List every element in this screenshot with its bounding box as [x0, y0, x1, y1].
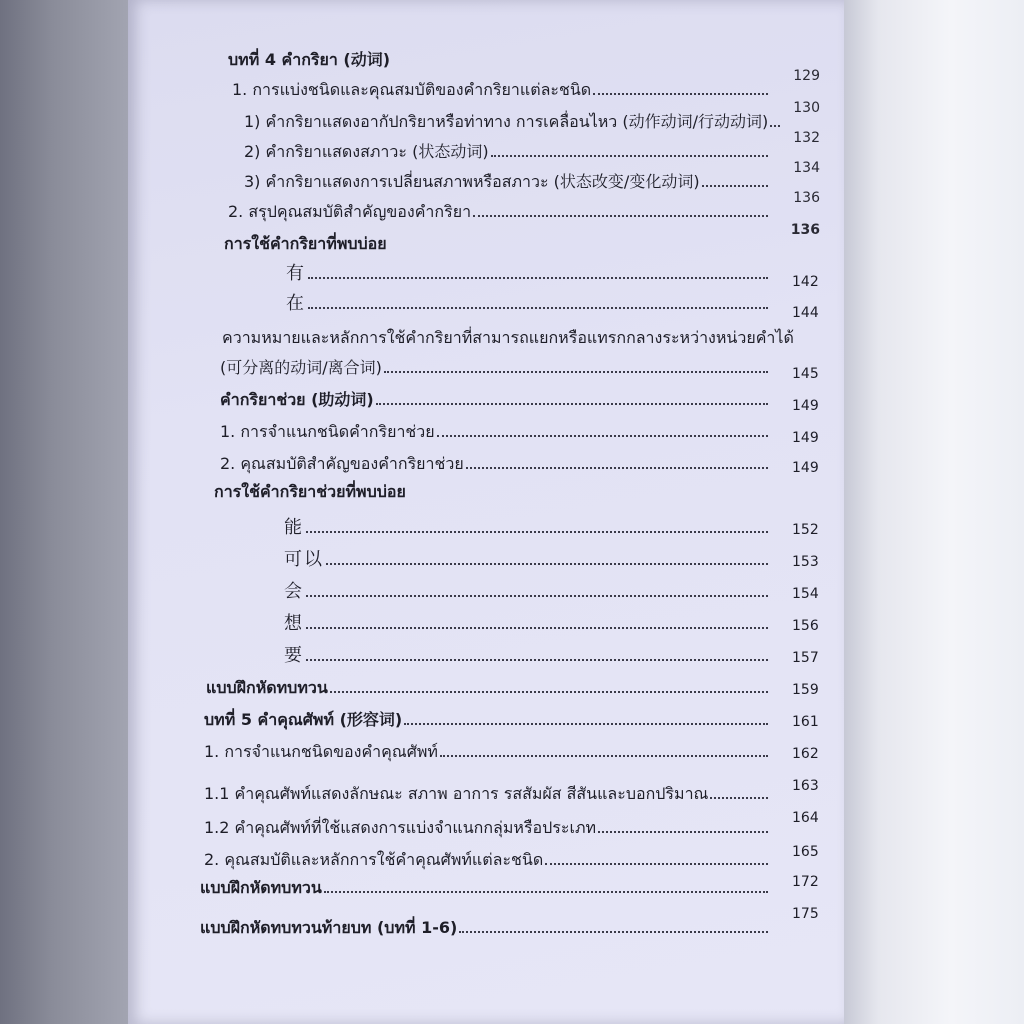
- leader-dots: [404, 723, 768, 725]
- leader-dots: [326, 563, 768, 565]
- toc-entry-label: 2. สรุปคุณสมบัติสำคัญของคำกริยา: [228, 202, 472, 221]
- toc-section-heading: [200, 906, 768, 938]
- toc-entry-label: การใช้คำกริยาที่พบบ่อย: [224, 234, 387, 253]
- toc-entry-label: 想: [284, 613, 304, 634]
- leader-dots: [710, 797, 768, 799]
- toc-entry-label: 1.2 คำคุณศัพท์ที่ใช้แสดงการแบ่งจำแนกกลุ่มหรือประเภท: [204, 818, 597, 837]
- toc-entry-label: 会: [284, 581, 304, 602]
- toc-entry-label: 2. คุณสมบัติและหลักการใช้คำคุณศัพท์แต่ละชนิด: [204, 850, 544, 869]
- page-number: 136: [790, 222, 820, 238]
- toc-entry-label: แบบฝึกหัดทบทวนท้ายบท (บทที่ 1-6): [200, 918, 458, 937]
- leader-dots: [308, 307, 768, 309]
- toc-entry-label: 可以: [284, 549, 324, 570]
- leader-dots: [306, 531, 768, 533]
- page-number: 129: [793, 68, 820, 84]
- toc-section-heading: [224, 222, 820, 254]
- page-number: 149: [792, 460, 819, 476]
- page-number: 134: [793, 160, 820, 176]
- leader-dots: [545, 863, 768, 865]
- page-number: 144: [792, 305, 819, 321]
- toc-entry-label: 1. การจำแนกชนิดของคำคุณศัพท์: [204, 742, 438, 761]
- toc-entry-label: 2) คำกริยาแสดงสภาวะ (状态动词): [244, 142, 489, 161]
- page-number: 165: [792, 844, 819, 860]
- toc-entry: [284, 506, 768, 538]
- page-number: 132: [793, 130, 820, 146]
- toc-entry-label: 能: [284, 517, 304, 538]
- toc-entry-label: บทที่ 5 คำคุณศัพท์ (形容词): [204, 710, 403, 729]
- leader-dots: [376, 403, 768, 405]
- toc-entry-label: 1) คำกริยาแสดงอากัปกริยาหรือท่าทาง การเคลื่อนไหว (动作动词/行动动词): [244, 112, 769, 131]
- toc-entry-label: 1. การจำแนกชนิดคำกริยาช่วย: [220, 422, 435, 441]
- page-number: 175: [792, 906, 819, 922]
- adjacent-page-edge: [842, 0, 1024, 1024]
- leader-dots: [702, 185, 768, 187]
- toc-entry: [220, 346, 768, 378]
- page-number: 153: [792, 554, 819, 570]
- toc-entry-chapter-4: [228, 38, 768, 70]
- page-number: 161: [792, 714, 819, 730]
- toc-entry-label: แบบฝึกหัดทบทวน: [206, 678, 328, 697]
- toc-section-heading: การใช้คำกริยาช่วยที่พบบ่อย: [214, 482, 406, 501]
- toc-entry-label: 1. การแบ่งชนิดและคุณสมบัติของคำกริยาแต่ละชนิด: [232, 80, 592, 99]
- toc-entry: [244, 130, 820, 162]
- toc-section-heading: [200, 866, 768, 898]
- page-number: 136: [793, 190, 820, 206]
- toc-entry-label: 有: [286, 263, 306, 284]
- leader-dots: [770, 125, 780, 127]
- leader-dots: [440, 755, 768, 757]
- toc-section-heading: [206, 666, 768, 698]
- toc-entry: [204, 806, 768, 838]
- page-number: 152: [792, 522, 819, 538]
- toc-entry: [244, 160, 820, 192]
- toc-entry: [204, 730, 768, 762]
- leader-dots: [324, 891, 768, 893]
- toc-entry: [284, 570, 768, 602]
- page-number: 130: [793, 100, 820, 116]
- leader-dots: [437, 435, 768, 437]
- leader-dots: [491, 155, 768, 157]
- toc-entry-label: บทที่ 4 คำกริยา (动词): [228, 50, 391, 69]
- book-page: [128, 0, 844, 1024]
- toc-entry: [204, 772, 768, 804]
- page-number: 149: [792, 398, 819, 414]
- leader-dots: [330, 691, 768, 693]
- page-number: 162: [792, 746, 819, 762]
- toc-entry-label: 2. คุณสมบัติสำคัญของคำกริยาช่วย: [220, 454, 464, 473]
- toc-entry: [286, 282, 768, 314]
- page-number: 164: [792, 810, 819, 826]
- toc-entry-chapter-5: [204, 698, 768, 730]
- leader-dots: [466, 467, 768, 469]
- leader-dots: [598, 831, 768, 833]
- page-number: 154: [792, 586, 819, 602]
- leader-dots: [593, 93, 768, 95]
- toc-entry-label: 在: [286, 293, 306, 314]
- page-number: 149: [792, 430, 819, 446]
- toc-entry-label: แบบฝึกหัดทบทวน: [200, 878, 322, 897]
- page-number: 156: [792, 618, 819, 634]
- toc-entry-label: (可分离的动词/离合词): [220, 358, 382, 377]
- toc-entry: [228, 190, 820, 222]
- toc-entry: [284, 634, 768, 666]
- leader-dots: [306, 627, 768, 629]
- leader-dots: [384, 371, 768, 373]
- toc-entry-label: คำกริยาช่วย (助动词): [220, 390, 374, 409]
- toc-entry-label: 要: [284, 645, 304, 666]
- leader-dots: [473, 215, 768, 217]
- page-number: 145: [792, 366, 819, 382]
- leader-dots: [306, 659, 768, 661]
- toc-entry: [220, 410, 768, 442]
- page-number: 172: [792, 874, 819, 890]
- toc-entry-label: ความหมายและหลักการใช้คำกริยาที่สามารถแยกหรือแทรกกลางระหว่างหน่วยคำได้: [222, 328, 794, 347]
- leader-dots: [308, 277, 768, 279]
- page-number: 157: [792, 650, 819, 666]
- toc-entry: [244, 100, 820, 132]
- toc-entry: [286, 252, 768, 284]
- toc-entry-label: 3) คำกริยาแสดงการเปลี่ยนสภาพหรือสภาวะ (状态改变/变化动词): [244, 172, 700, 191]
- toc-entry: [220, 442, 768, 474]
- toc-entry: [232, 68, 820, 100]
- toc-entry-label: 1.1 คำคุณศัพท์แสดงลักษณะ สภาพ อาการ รสสัมผัส สีสันและบอกปริมาณ: [204, 784, 709, 803]
- toc-entry: [284, 538, 768, 570]
- toc-entry: [284, 602, 768, 634]
- page-number: 159: [792, 682, 819, 698]
- toc-section-heading: [220, 378, 768, 410]
- page-number: 142: [792, 274, 819, 290]
- leader-dots: [306, 595, 768, 597]
- page-number: 163: [792, 778, 819, 794]
- leader-dots: [459, 931, 768, 933]
